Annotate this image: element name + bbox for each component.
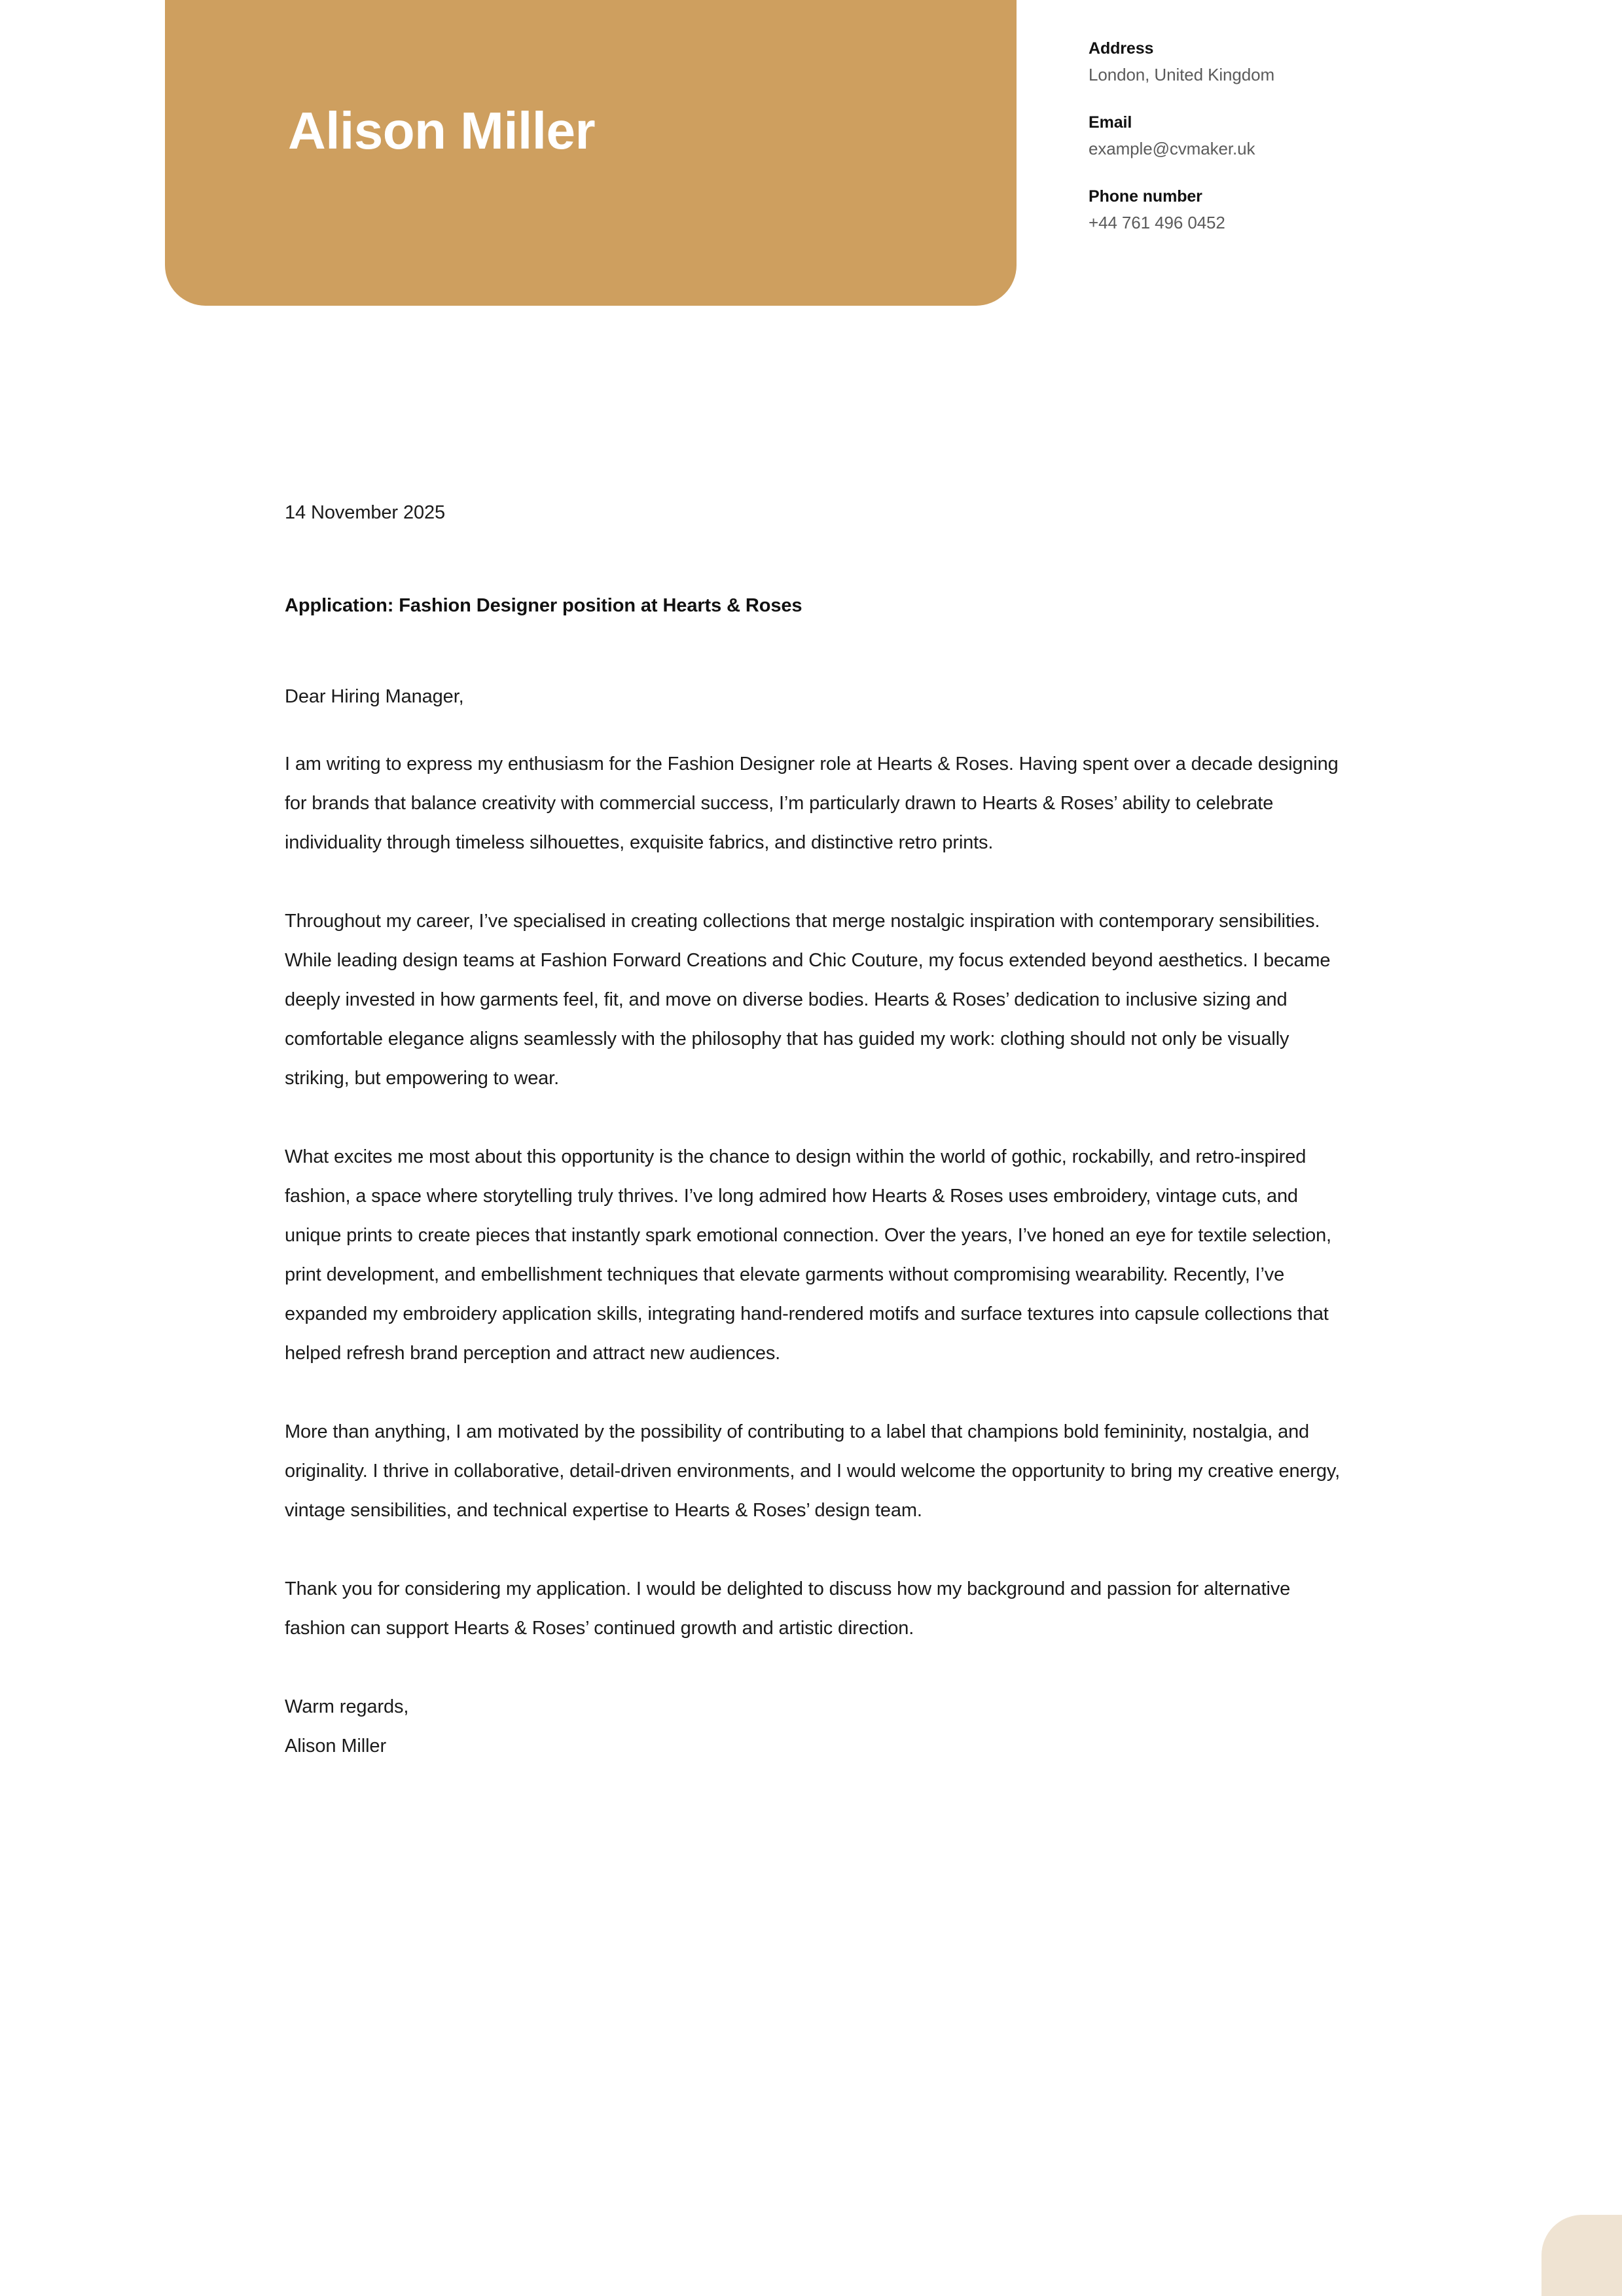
corner-accent-shape <box>1541 2215 1622 2296</box>
header-banner <box>165 0 1017 306</box>
contact-details <box>1089 37 1547 259</box>
contact-item-address <box>1089 37 1547 88</box>
contact-item-phone <box>1089 185 1547 236</box>
letter-date: 14 November 2025 <box>285 502 446 523</box>
letter-paragraph-list <box>285 744 1352 1648</box>
letter-paragraph: More than anything, I am motivated by the possibility of contributing to a label that champions bold femininity, nostalgia, and originality. I thrive in collaborative, detail-driven environments, and I would welcome the opportunity to bring my creative energy, vintage sensibilities, and technical expertise to Hearts & Roses’ design team. <box>285 1421 1340 1521</box>
contact-value-address: London, United Kingdom <box>1089 65 1275 85</box>
contact-value-phone: +44 761 496 0452 <box>1089 213 1225 233</box>
letter-subject-line: Application: Fashion Designer position at Hearts & Roses <box>285 594 802 616</box>
candidate-name: Alison Miller <box>288 101 596 160</box>
letter-body <box>285 499 1352 1766</box>
letter-paragraph: Throughout my career, I’ve specialised in creating collections that merge nostalgic inspiration with contemporary sensibilities. While leading design teams at Fashion Forward Creations and Chic Couture, my focus extended beyond aesthetics. I became deeply invested in how garments feel, fit, and move on diverse bodies. Hearts & Roses’ dedication to inclusive sizing and comfortable elegance aligns seamlessly with the philosophy that has guided my work: clothing should not only be visually striking, but empowering to wear. <box>285 910 1331 1089</box>
closing-signature: Alison Miller <box>285 1735 387 1757</box>
contact-value-email: example@cvmaker.uk <box>1089 139 1255 159</box>
letter-paragraph: I am writing to express my enthusiasm for the Fashion Designer role at Hearts & Roses. Having spent over a decade designing for brands that balance creativity with commercial success, I’m particularly drawn to Hearts & Roses’ ability to celebrate individuality through timeless silhouettes, exquisite fabrics, and distinctive retro prints. <box>285 753 1339 853</box>
contact-item-email <box>1089 111 1547 162</box>
letter-closing <box>285 1687 1352 1766</box>
closing-salutation: Warm regards, <box>285 1696 409 1717</box>
contact-label-email: Email <box>1089 113 1132 132</box>
contact-label-address: Address <box>1089 39 1154 58</box>
contact-label-phone: Phone number <box>1089 187 1202 206</box>
letter-salutation: Dear Hiring Manager, <box>285 686 464 707</box>
letter-paragraph: Thank you for considering my application. I would be delighted to discuss how my background and passion for alternative fashion can support Hearts & Roses’ continued growth and artistic direction. <box>285 1578 1291 1639</box>
letter-paragraph: What excites me most about this opportunity is the chance to design within the world of gothic, rockabilly, and retro-inspired fashion, a space where storytelling truly thrives. I’ve long admired how Hearts & Roses uses embroidery, vintage cuts, and unique prints to create pieces that instantly spark emotional connection. Over the years, I’ve honed an eye for textile selection, print development, and embellishment techniques that elevate garments without compromising wearability. Recently, I’ve expanded my embroidery application skills, integrating hand-rendered motifs and surface textures into capsule collections that helped refresh brand perception and attract new audiences. <box>285 1146 1331 1364</box>
